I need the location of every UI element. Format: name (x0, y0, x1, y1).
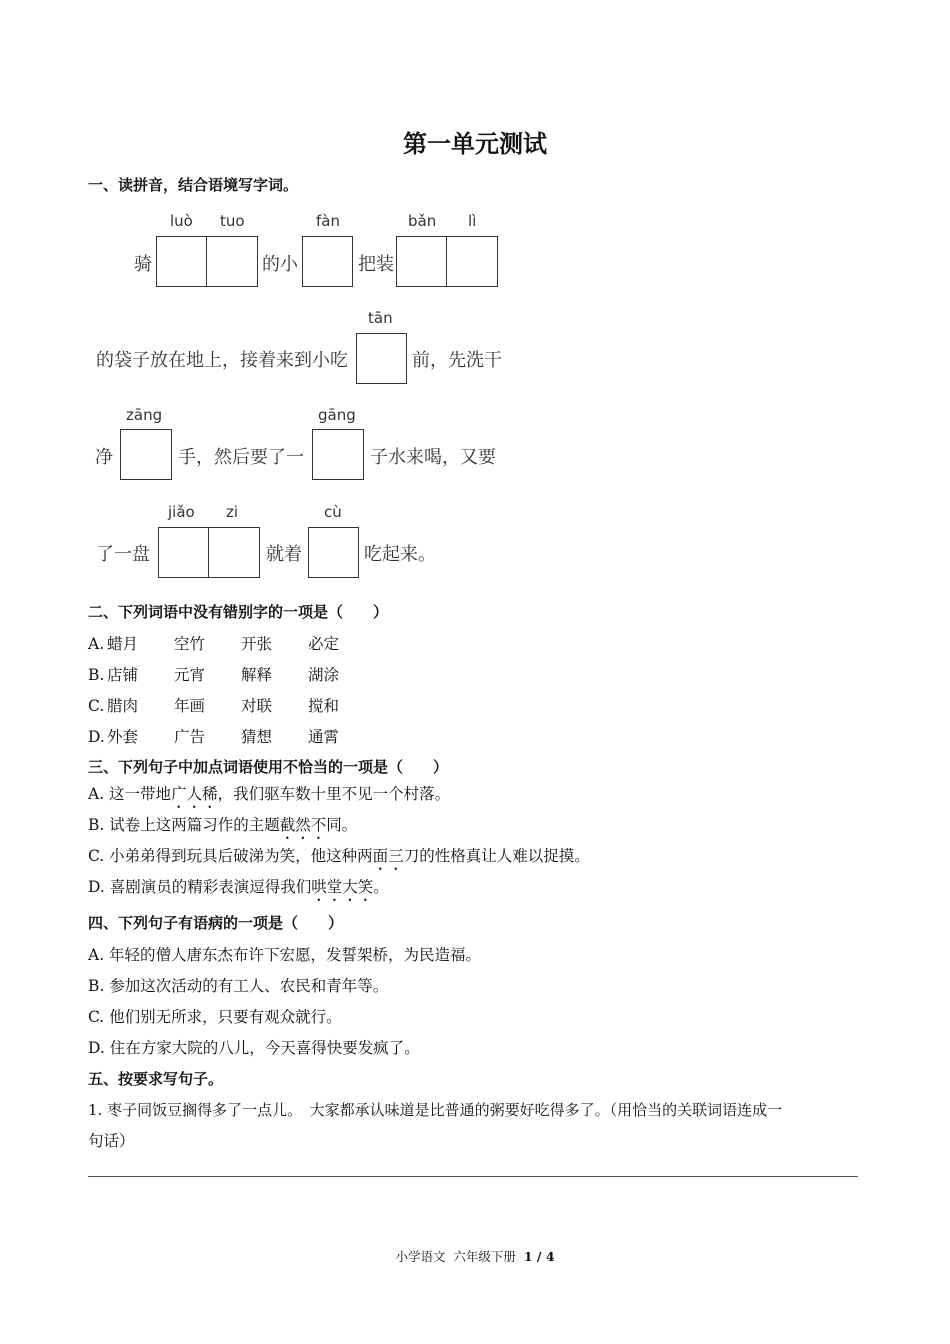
answer-box[interactable] (302, 236, 353, 287)
dotted-phrase: 截然不 (279, 816, 327, 834)
word: 通霄 (308, 728, 340, 746)
answer-box[interactable] (396, 236, 448, 287)
option-a[interactable]: A. 年轻的僧人唐东杰布许下宏愿，发誓架桥，为民造福。 (88, 946, 482, 964)
answer-box[interactable] (312, 429, 364, 480)
section-2-heading: 二、下列词语中没有错别字的一项是（ ） (88, 603, 389, 621)
question-text: 1. 枣子同饭豆搁得多了一点儿。 大家都承认味道是比普通的粥要好吃得多了。（用恰当的关联词语连成一 (88, 1101, 783, 1119)
word: 搅和 (308, 697, 340, 715)
pinyin: zāng (126, 406, 163, 424)
option-label: C. (88, 697, 105, 715)
section-5-heading: 五、按要求写句子。 (88, 1070, 224, 1088)
word: 蜡月 (107, 635, 139, 653)
exercise-text: 净 (95, 447, 113, 468)
pinyin: fàn (316, 212, 340, 230)
option-label: D. (88, 728, 105, 746)
answer-box[interactable] (156, 236, 208, 287)
pinyin: tuo (220, 212, 245, 230)
pinyin: tān (368, 309, 393, 327)
question-text: 句话） (88, 1132, 135, 1150)
word: 空竹 (174, 635, 206, 653)
exercise-text: 骑 (134, 254, 152, 275)
sentence-text: A. 这一带地 (88, 785, 172, 803)
sentence-text: ，我们驱车数十里不见一个村落。 (217, 785, 451, 803)
exercise-text: 了一盘 (96, 544, 150, 565)
word: 开张 (241, 635, 273, 653)
dotted-phrase: 广人稀 (171, 785, 218, 803)
word: 广告 (174, 728, 206, 746)
page-title: 第一单元测试 (403, 130, 547, 158)
exercise-text: 手，然后要了一 (178, 447, 304, 468)
word: 元宵 (174, 666, 206, 684)
option-a[interactable] (88, 782, 450, 812)
option-d[interactable] (88, 875, 389, 905)
footer-grade: 六年级下册 (453, 1249, 516, 1264)
exercise-text: 的小 (262, 254, 298, 275)
sentence-text: 。 (373, 878, 389, 896)
exercise-text: 的袋子放在地上，接着来到小吃 (96, 350, 348, 371)
exercise-text: 子水来喝，又要 (370, 447, 496, 468)
section-3-heading: 三、下列句子中加点词语使用不恰当的一项是（ ） (88, 758, 449, 776)
option-a[interactable] (88, 632, 339, 654)
pinyin: jiǎo (168, 503, 195, 521)
option-c[interactable] (88, 844, 590, 874)
word: 腊肉 (107, 697, 139, 715)
section-4-heading: 四、下列句子有语病的一项是（ ） (88, 914, 344, 932)
option-b[interactable] (88, 813, 357, 843)
sentence-text: 刀的性格真让人难以捉摸。 (403, 847, 590, 865)
exercise-text: 吃起来。 (364, 544, 436, 565)
pinyin: luò (170, 212, 193, 230)
word: 湖涂 (308, 666, 340, 684)
page-footer (0, 1247, 950, 1265)
word: 对联 (241, 697, 273, 715)
footer-subject: 小学语文 (395, 1249, 446, 1264)
exercise-text: 前，先洗干 (412, 350, 502, 371)
pinyin: lì (468, 212, 477, 230)
answer-box[interactable] (206, 236, 258, 287)
pinyin: zi (226, 503, 239, 521)
sentence-text: 同。 (326, 816, 358, 834)
option-c[interactable] (88, 694, 339, 716)
word: 解释 (241, 666, 273, 684)
answer-box[interactable] (446, 236, 498, 287)
section-1-heading: 一、读拼音，结合语境写字词。 (88, 176, 299, 194)
exercise-text: 把装 (358, 254, 394, 275)
pinyin: cù (324, 503, 342, 521)
word: 必定 (308, 635, 340, 653)
dotted-phrase: 哄堂大笑 (311, 878, 374, 896)
option-label: A. (88, 635, 105, 653)
exercise-text: 就着 (266, 544, 302, 565)
option-b[interactable] (88, 663, 339, 685)
answer-line[interactable] (88, 1176, 858, 1177)
answer-box[interactable] (208, 527, 260, 578)
option-b[interactable]: B. 参加这次活动的有工人、农民和青年等。 (88, 977, 389, 995)
word: 外套 (107, 728, 139, 746)
word: 年画 (174, 697, 206, 715)
option-d[interactable] (88, 725, 339, 747)
option-label: B. (88, 666, 105, 684)
sentence-text: C. 小弟弟得到玩具后破涕为笑，他这种两 (88, 847, 373, 865)
word: 店铺 (107, 666, 139, 684)
answer-box[interactable] (356, 333, 407, 384)
answer-box[interactable] (120, 429, 172, 480)
sentence-text: D. 喜剧演员的精彩表演逗得我们 (88, 878, 312, 896)
sentence-text: B. 试卷上这两篇习作的主题 (88, 816, 280, 834)
answer-box[interactable] (308, 527, 359, 578)
option-d[interactable]: D. 住在方家大院的八儿，今天喜得快要发疯了。 (88, 1039, 420, 1057)
option-c[interactable]: C. 他们别无所求，只要有观众就行。 (88, 1008, 342, 1026)
page-number: 1 / 4 (523, 1249, 555, 1264)
word: 猜想 (241, 728, 273, 746)
answer-box[interactable] (158, 527, 210, 578)
pinyin: bǎn (408, 212, 437, 230)
pinyin: gāng (318, 406, 356, 424)
dotted-phrase: 面三 (372, 847, 404, 865)
